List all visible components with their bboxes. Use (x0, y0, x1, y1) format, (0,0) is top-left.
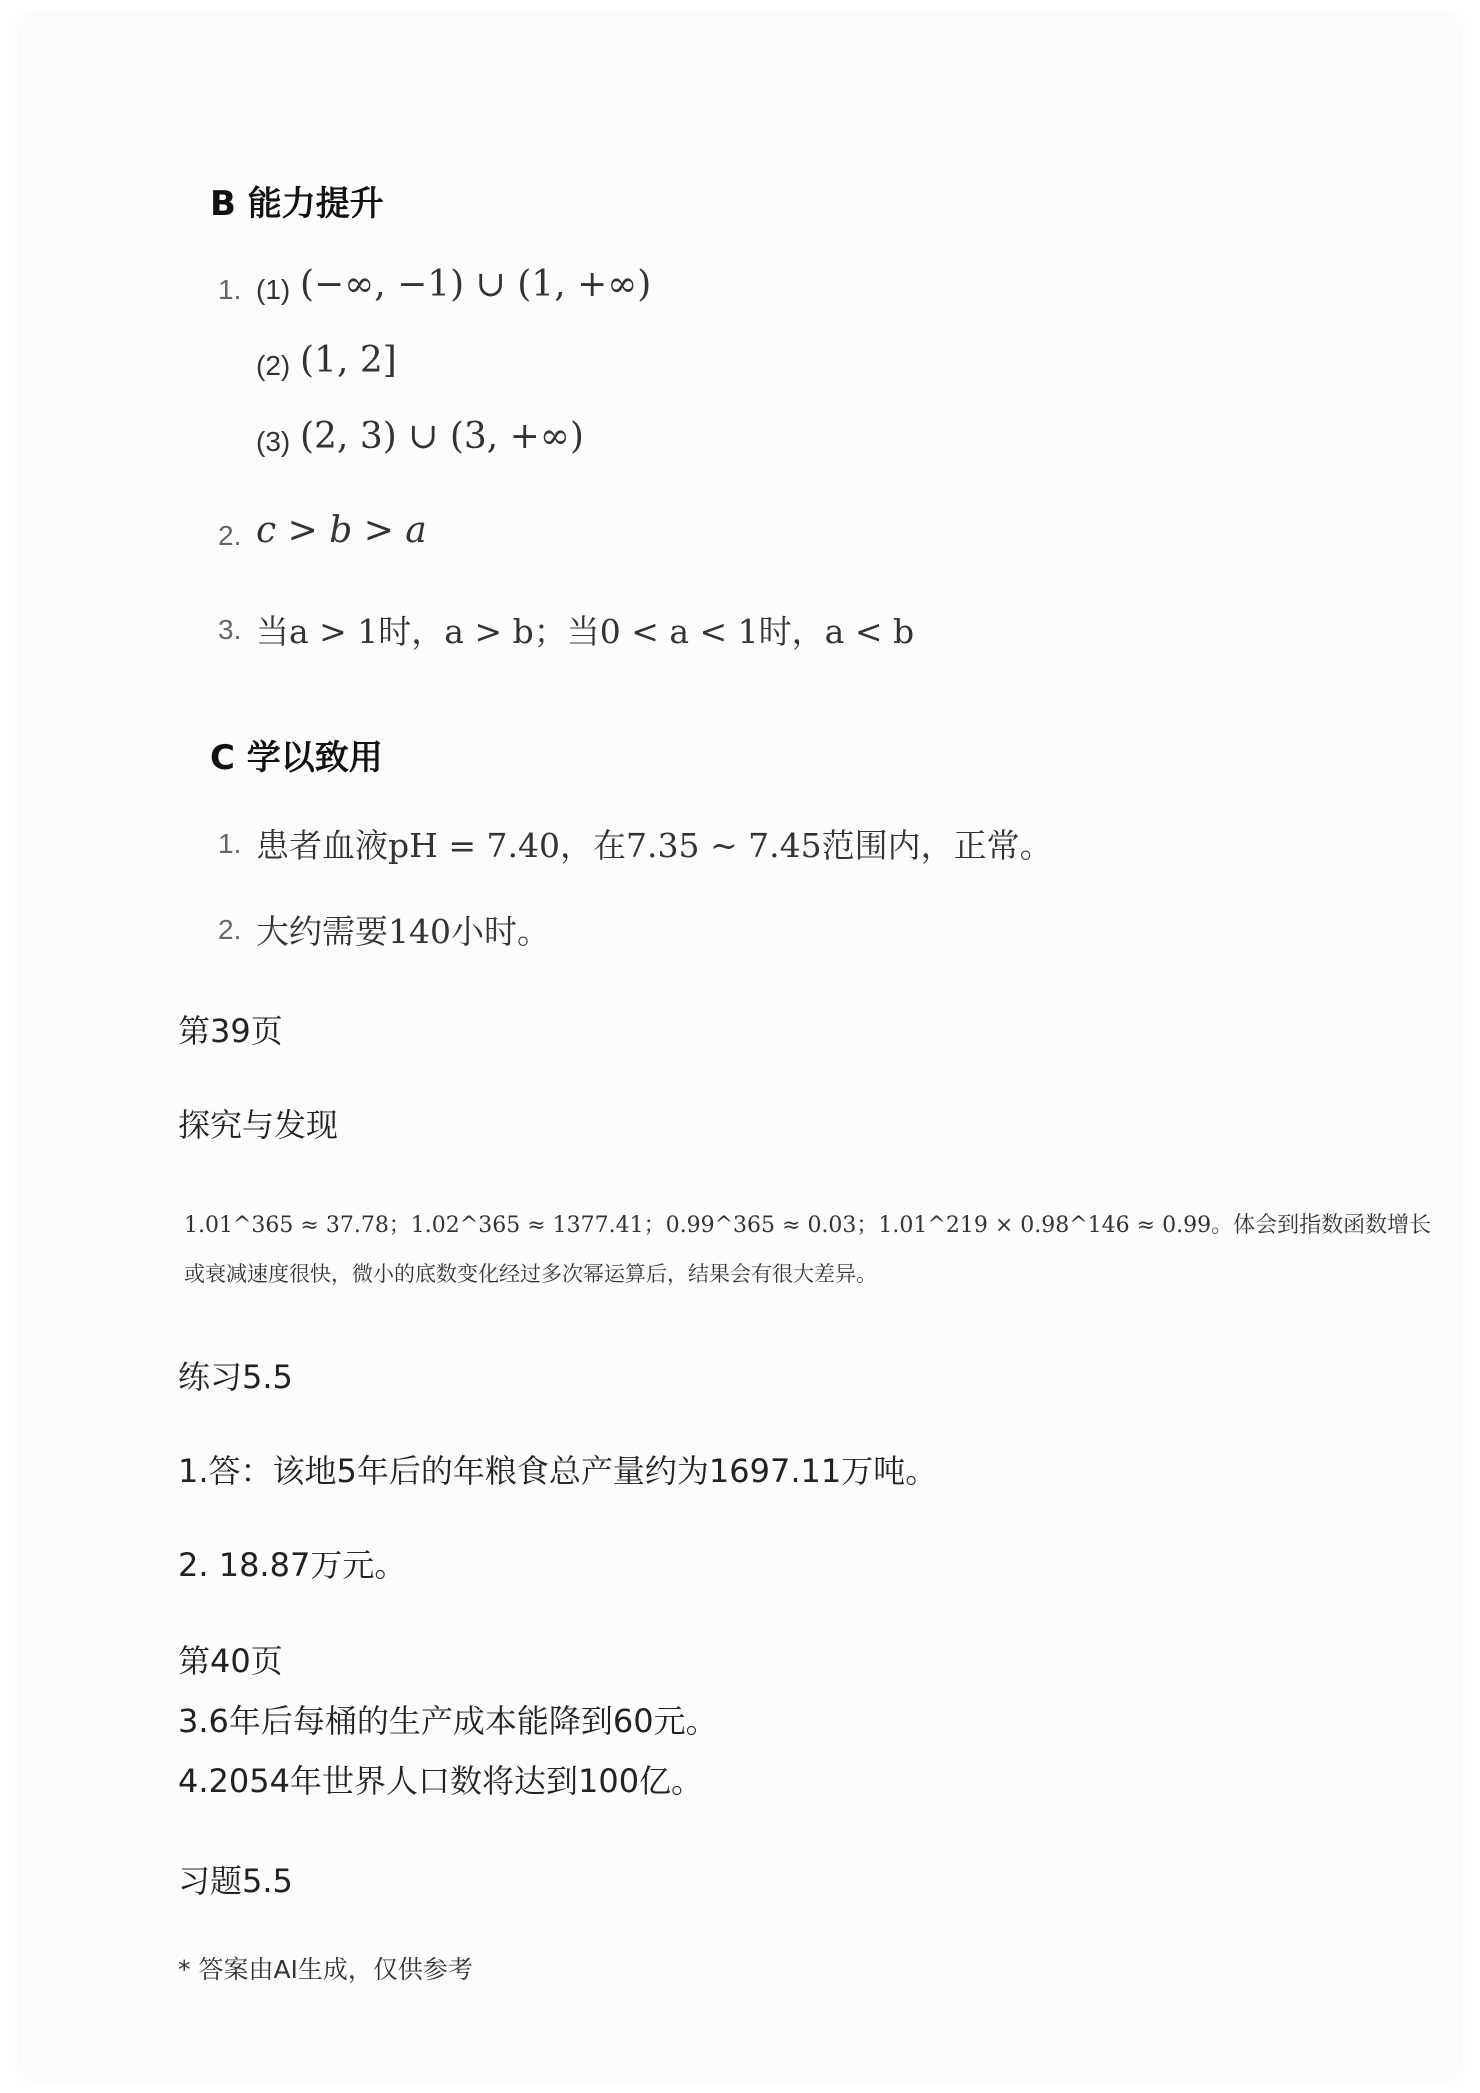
exercise-answer-2: 2. 18.87万元。 (178, 1546, 407, 1584)
b-item2-math: c > b > a (256, 510, 427, 551)
section-b-title: B 能力提升 (210, 184, 384, 224)
explore-line-2: 或衰减速度很快，微小的底数变化经过多次幂运算后，结果会有很大差异。 (184, 1262, 877, 1286)
b-item1-number: 1. (218, 274, 242, 305)
b-item3-number: 3. (218, 614, 242, 645)
ai-disclaimer-note: * 答案由AI生成，仅供参考 (178, 1955, 473, 1984)
b-item1-part2-label: (2) (256, 350, 291, 381)
exercise-answer-1: 1.答：该地5年后的年粮食总产量约为1697.11万吨。 (178, 1452, 938, 1490)
explore-line-1: 1.01^365 ≈ 37.78；1.02^365 ≈ 1377.41；0.99^365 ≈ 0.03；1.01^219 × 0.98^146 ≈ 0.99。体会到指数函数增长 (184, 1213, 1432, 1238)
page40-answer-3: 3.6年后每桶的生产成本能降到60元。 (178, 1702, 718, 1740)
b-item1-part1-label: (1) (256, 274, 291, 305)
c-item2-text: 大约需要140小时。 (256, 912, 550, 951)
page40-answer-4: 4.2054年世界人口数将达到100亿。 (178, 1762, 704, 1800)
b-item1-part3-math: (2, 3) ∪ (3, +∞) (300, 416, 584, 457)
b-item1-part1-math: (−∞, −1) ∪ (1, +∞) (300, 264, 652, 305)
problems-5-5-heading: 习题5.5 (178, 1862, 293, 1900)
b-item2-number: 2. (218, 520, 242, 551)
b-item1-part2-math: (1, 2] (300, 340, 397, 381)
c-item1-number: 1. (218, 828, 242, 859)
page40-heading: 第40页 (178, 1642, 283, 1680)
c-item2-number: 2. (218, 914, 242, 945)
page39-heading: 第39页 (178, 1012, 283, 1050)
section-c-title: C 学以致用 (210, 738, 383, 778)
b-item1-part3-label: (3) (256, 426, 291, 457)
b-item3-text: 当a > 1时，a > b；当0 < a < 1时，a < b (256, 612, 915, 651)
c-item1-text: 患者血液pH = 7.40，在7.35 ~ 7.45范围内，正常。 (256, 826, 1053, 865)
exercise-5-5-heading: 练习5.5 (178, 1358, 293, 1396)
explore-discover-heading: 探究与发现 (178, 1106, 339, 1144)
